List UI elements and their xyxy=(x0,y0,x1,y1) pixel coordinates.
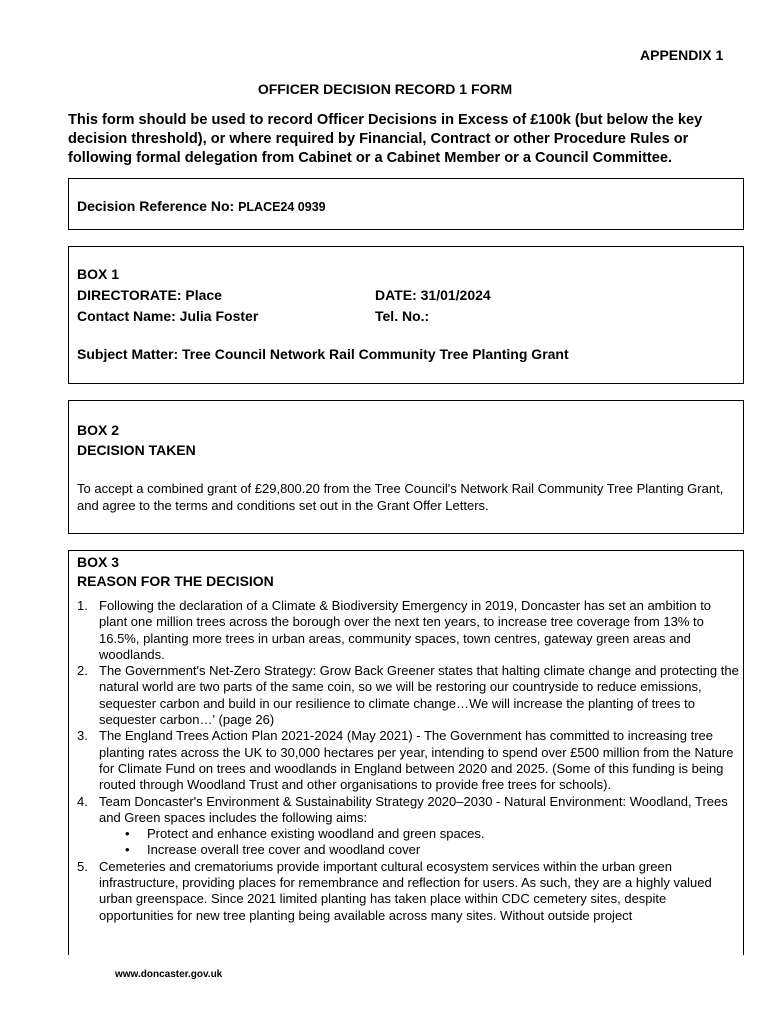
list-number: 2. xyxy=(77,663,88,679)
directorate: DIRECTORATE: Place xyxy=(77,287,222,303)
reference-line xyxy=(77,198,326,214)
form-title: OFFICER DECISION RECORD 1 FORM xyxy=(257,81,513,97)
bullet-item xyxy=(77,842,739,858)
bullet-text: Protect and enhance existing woodland and green spaces. xyxy=(147,826,485,842)
bullet-icon: • xyxy=(125,842,130,858)
footer-url: www.doncaster.gov.uk xyxy=(115,969,223,980)
contact-name: Contact Name: Julia Foster xyxy=(77,308,259,324)
box1-title: BOX 1 xyxy=(77,266,120,282)
appendix-label: APPENDIX 1 xyxy=(640,47,724,63)
list-text: Team Doncaster's Environment & Sustainability Strategy 2020–2030 - Natural Environment: Woodland, Trees and Green spaces includes the following aims: xyxy=(99,793,728,825)
subject-matter: Subject Matter: Tree Council Network Rail Community Tree Planting Grant xyxy=(77,346,569,362)
list-item xyxy=(77,663,739,728)
list-number: 1. xyxy=(77,598,88,613)
box3-subtitle: REASON FOR THE DECISION xyxy=(77,573,274,589)
list-text: Cemeteries and crematoriums provide important cultural ecosystem services within the urban green infrastructure, providing places for remembrance and reflection for users. As such, they are a highly valued urban greenspace. Since 2021 limited planting has taken place within CDC cemetery sites, despite opportunities for new tree planting being available across many sites. Without outside project xyxy=(99,858,712,923)
list-number: 4. xyxy=(77,793,88,809)
list-text: The Government's Net-Zero Strategy: Grow Back Greener states that halting climate change and protecting the natural world are two parts of the same coin, so we will be restoring our countryside to reduce emissions, sequester carbon and build in our resilience to climate change…We will increase the planting of trees to sequester carbon…' (page 26) xyxy=(99,663,739,728)
list-number: 3. xyxy=(77,728,88,744)
reference-value: PLACE24 0939 xyxy=(238,200,326,214)
list-item xyxy=(77,859,739,924)
box2-subtitle: DECISION TAKEN xyxy=(77,442,196,458)
bullet-text: Increase overall tree cover and woodland cover xyxy=(147,842,421,858)
reason-list xyxy=(77,598,739,924)
box-2 xyxy=(68,400,744,534)
bullet-icon: • xyxy=(125,826,130,842)
telephone-number: Tel. No.: xyxy=(375,308,430,324)
intro-text: This form should be used to record Officer Decisions in Excess of £100k (but below the key decision threshold), or where required by Financial, Contract or other Procedure Rules or following formal delegation from Cabinet or a Cabinet Member or a Council Committee. xyxy=(68,112,703,166)
decision-date: DATE: 31/01/2024 xyxy=(375,287,491,303)
bullet-item xyxy=(77,826,739,842)
box2-title: BOX 2 xyxy=(77,422,120,438)
reference-label: Decision Reference No: xyxy=(77,198,235,214)
box-1 xyxy=(68,246,744,384)
list-item xyxy=(77,598,739,663)
list-number: 5. xyxy=(77,858,88,874)
reference-box xyxy=(68,178,744,230)
box3-title: BOX 3 xyxy=(77,554,120,570)
list-text: Following the declaration of a Climate & Biodiversity Emergency in 2019, Doncaster has set an ambition to plant one million trees across the borough over the next ten years, to increase tree coverage from 13% to 16.5%, planting more trees in urban areas, community spaces, town centres, gateway green areas and woodlands. xyxy=(99,598,712,662)
list-item xyxy=(77,728,739,793)
list-text: The England Trees Action Plan 2021-2024 (May 2021) - The Government has committed to increasing tree planting rates across the UK to 30,000 hectares per year, intending to spend over £500 million from the Nature for Climate Fund on trees and woodlands in England between 2020 and 2025. (Some of this funding is being routed through Woodland Trust and other organisations to provide free trees for schools). xyxy=(99,728,734,793)
box-3 xyxy=(68,550,744,955)
decision-text: To accept a combined grant of £29,800.20 from the Tree Council's Network Rail Community Tree Planting Grant, and agree to the terms and conditions set out in the Grant Offer Letters. xyxy=(77,481,724,513)
list-item xyxy=(77,794,739,827)
